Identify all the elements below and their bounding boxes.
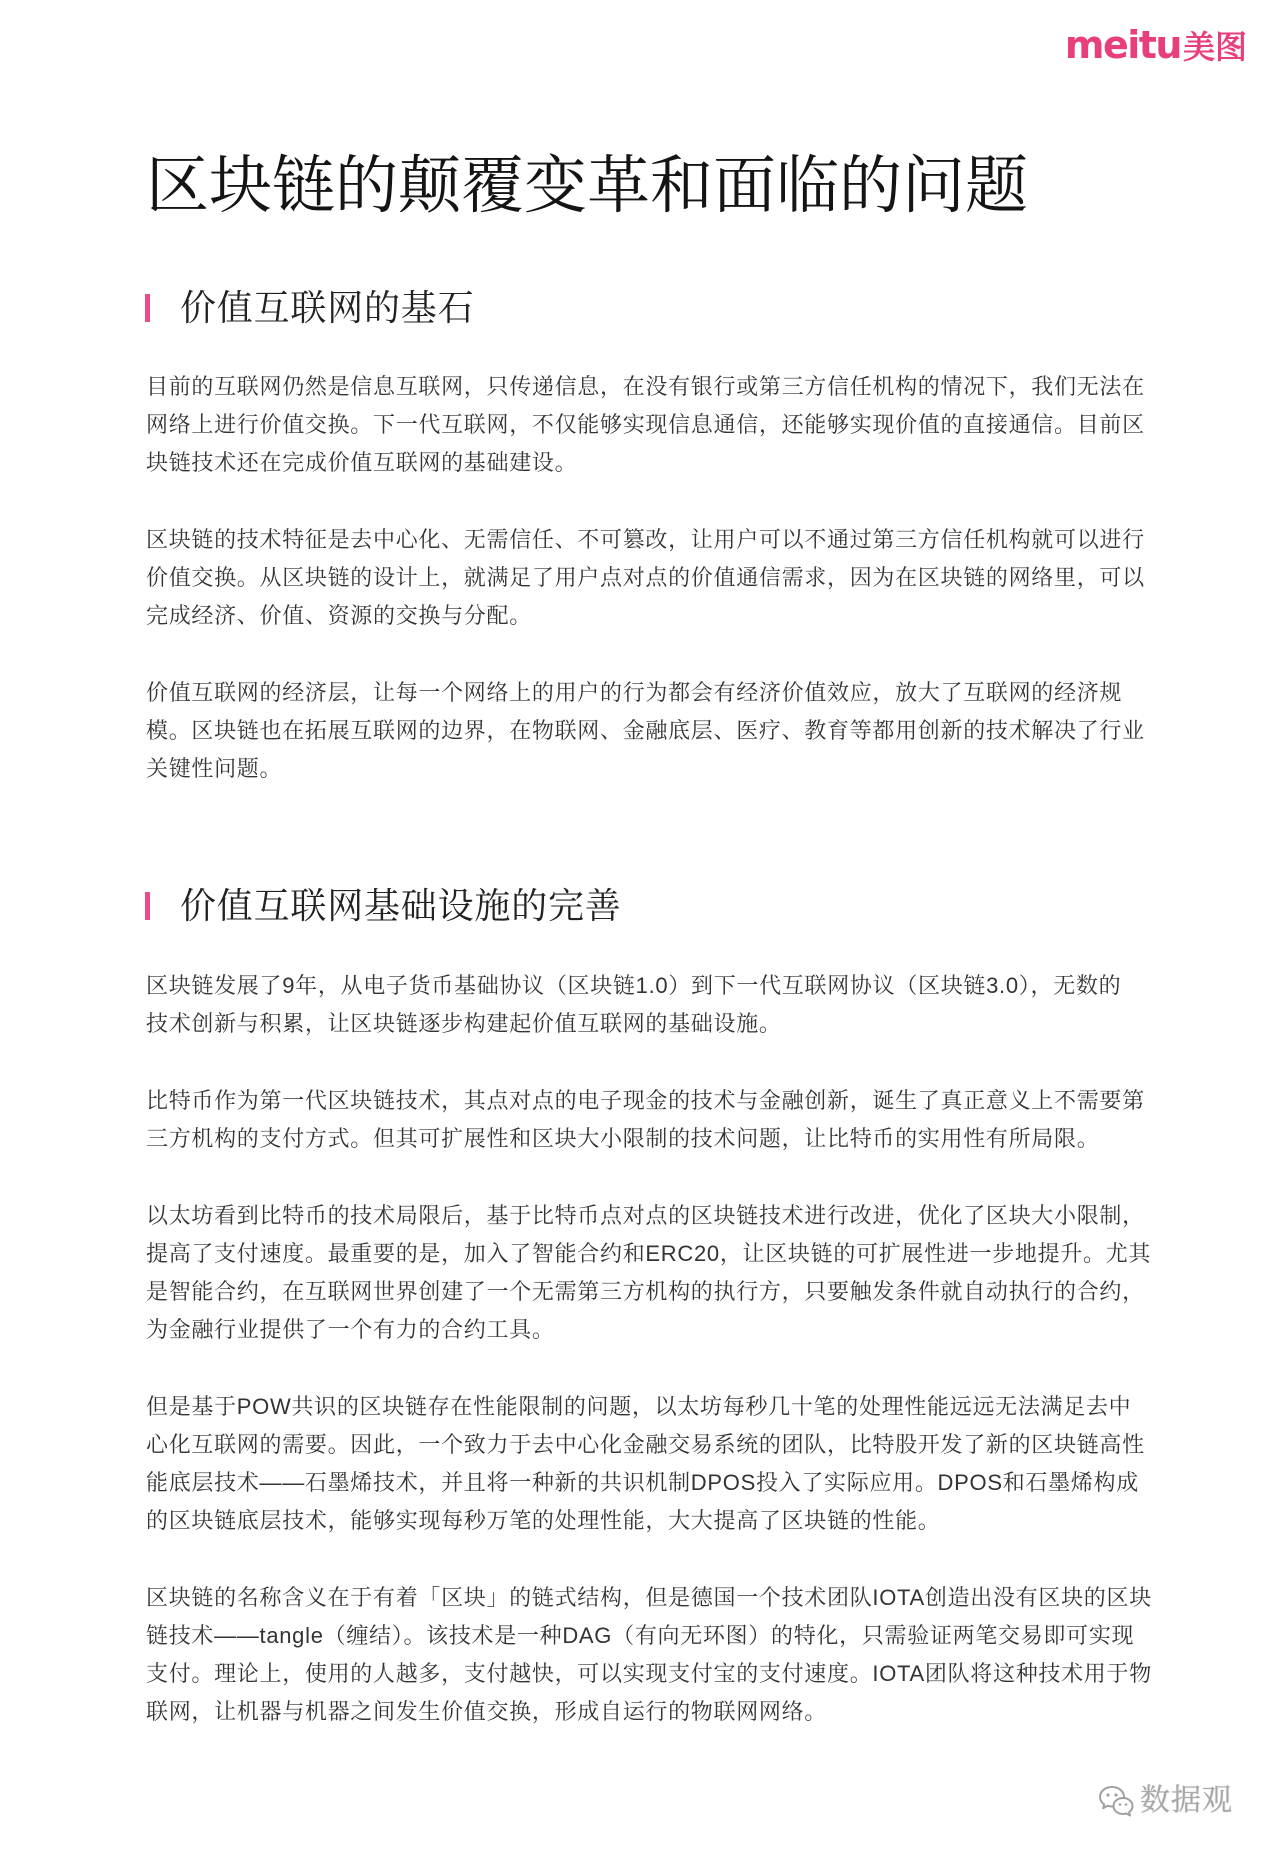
paragraph-line: 完成经济、价值、资源的交换与分配。 xyxy=(146,603,532,628)
section-infrastructure-improvement xyxy=(146,884,1256,1770)
paragraph xyxy=(146,674,1256,788)
paragraph-line: 链技术——tangle（缠结）。该技术是一种DAG（有向无环图）的特化，只需验证两笔交易即可实现 xyxy=(146,1623,1135,1648)
paragraph-line: 但是基于POW共识的区块链存在性能限制的问题，以太坊每秒几十笔的处理性能远远无法满足去中 xyxy=(146,1394,1132,1419)
paragraph-line: 的区块链底层技术，能够实现每秒万笔的处理性能，大大提高了区块链的性能。 xyxy=(146,1508,941,1533)
paragraph-line: 价值交换。从区块链的设计上，就满足了用户点对点的价值通信需求，因为在区块链的网络里，可以 xyxy=(146,565,1145,590)
section-heading xyxy=(146,884,1256,928)
logo-wordmark-cjk: 美图 xyxy=(1182,29,1247,65)
paragraph-line: 是智能合约，在互联网世界创建了一个无需第三方机构的执行方，只要触发条件就自动执行的合约， xyxy=(146,1279,1145,1304)
paragraph-line: 为金融行业提供了一个有力的合约工具。 xyxy=(146,1317,555,1342)
paragraph xyxy=(146,967,1256,1043)
paragraph-line: 三方机构的支付方式。但其可扩展性和区块大小限制的技术问题，让比特币的实用性有所局限。 xyxy=(146,1126,1100,1151)
section-value-internet-cornerstone xyxy=(146,286,1256,827)
paragraph-line: 关键性问题。 xyxy=(146,756,283,781)
paragraph-line: 块链技术还在完成价值互联网的基础建设。 xyxy=(146,450,578,475)
page-title: 区块链的颠覆变革和面临的问题 xyxy=(146,151,1028,221)
document-body xyxy=(146,148,1256,1770)
paragraph-line: 区块链的技术特征是去中心化、无需信任、不可篡改，让用户可以不通过第三方信任机构就可以进行 xyxy=(146,527,1145,552)
paragraph xyxy=(146,1579,1256,1731)
source-watermark xyxy=(1098,1782,1233,1820)
heading-accent-bar xyxy=(145,294,150,322)
paragraph-line: 心化互联网的需要。因此，一个致力于去中心化金融交易系统的团队，比特股开发了新的区块链高性 xyxy=(146,1432,1145,1457)
paragraph-line: 价值互联网的经济层，让每一个网络上的用户的行为都会有经济价值效应，放大了互联网的经济规 xyxy=(146,680,1123,705)
watermark-text: 数据观 xyxy=(1140,1784,1233,1817)
paragraph xyxy=(146,521,1256,635)
paragraph-line: 网络上进行价值交换。下一代互联网，不仅能够实现信息通信，还能够实现价值的直接通信。目前区 xyxy=(146,412,1145,437)
paragraph-line: 支付。理论上，使用的人越多，支付越快，可以实现支付宝的支付速度。IOTA团队将这种技术用于物 xyxy=(146,1661,1152,1686)
paragraph xyxy=(146,1388,1256,1540)
paragraph-line: 目前的互联网仍然是信息互联网，只传递信息，在没有银行或第三方信任机构的情况下，我们无法在 xyxy=(146,374,1145,399)
logo-wordmark-latin: meitu xyxy=(1064,23,1181,67)
paragraph-line: 比特币作为第一代区块链技术，其点对点的电子现金的技术与金融创新，诞生了真正意义上不需要第 xyxy=(146,1088,1145,1113)
paragraph-line: 区块链发展了9年，从电子货币基础协议（区块链1.0）到下一代互联网协议（区块链3.0），无数的 xyxy=(146,973,1122,998)
section-heading-text: 价值互联网基础设施的完善 xyxy=(180,885,622,926)
paragraph-line: 提高了支付速度。最重要的是，加入了智能合约和ERC20，让区块链的可扩展性进一步地提升。尤其 xyxy=(146,1241,1152,1266)
paragraph-line: 能底层技术——石墨烯技术，并且将一种新的共识机制DPOS投入了实际应用。DPOS和石墨烯构成 xyxy=(146,1470,1139,1495)
paragraph xyxy=(146,368,1256,482)
paragraph xyxy=(146,1197,1256,1349)
paragraph-line: 联网，让机器与机器之间发生价值交换，形成自运行的物联网网络。 xyxy=(146,1699,828,1724)
paragraph-line: 技术创新与积累，让区块链逐步构建起价值互联网的基础设施。 xyxy=(146,1011,782,1036)
section-heading xyxy=(146,286,1256,330)
heading-accent-bar xyxy=(145,892,150,920)
section-heading-text: 价值互联网的基石 xyxy=(180,287,475,328)
brand-logo xyxy=(1065,22,1247,70)
paragraph-line: 区块链的名称含义在于有着「区块」的链式结构，但是德国一个技术团队IOTA创造出没有区块的区块 xyxy=(146,1585,1152,1610)
paragraph-line: 以太坊看到比特币的技术局限后，基于比特币点对点的区块链技术进行改进，优化了区块大小限制， xyxy=(146,1203,1145,1228)
paragraph xyxy=(146,1082,1256,1158)
paragraph-line: 模。区块链也在拓展互联网的边界，在物联网、金融底层、医疗、教育等都用创新的技术解决了行业 xyxy=(146,718,1145,743)
wechat-icon xyxy=(1098,1785,1136,1817)
